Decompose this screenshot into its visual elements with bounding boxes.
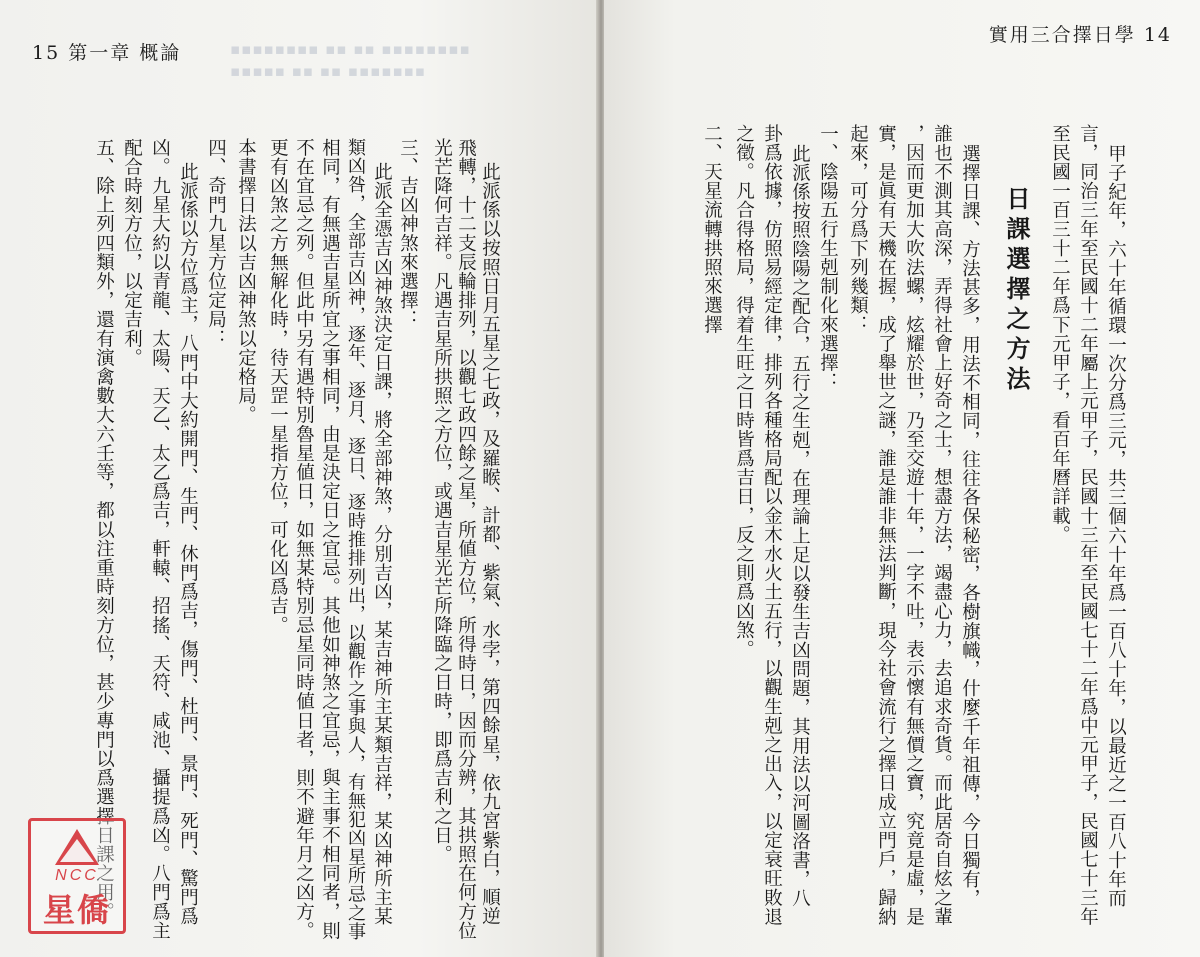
- text-column: 言，同治三年至民國十二年屬上元甲子，民國十三年至民國七十二年爲中元甲子，民國七十三年: [1077, 124, 1099, 927]
- right-page-header: 實用三合擇日學 14: [988, 24, 1172, 46]
- stamp-name: 星僑: [42, 891, 111, 929]
- left-page-header: 15 第一章 概論: [32, 42, 182, 64]
- text-column: 甲子紀年，六十年循環一次分爲三元，共三個六十年爲一百八十年，以最近之一百八十年而: [1105, 144, 1127, 908]
- text-column: 凶。九星大約以青龍、太陽、天乙、太乙爲吉，軒轅、招搖、天符、咸池、攝提爲凶。八門爲主: [149, 138, 171, 941]
- show-through-text: ▪▪▪▪▪ ▪▪ ▪▪ ▪▪▪▪▪▪▪: [230, 62, 426, 80]
- ncc-watermark-stamp: [28, 818, 126, 934]
- text-column: 選擇日課、方法甚多，用法不相同，往往各保秘密，各樹旗幟，什麼千年祖傳，今日獨有，: [959, 144, 981, 908]
- section-heading: 三、吉凶神煞來選擇：: [397, 138, 419, 329]
- text-column: 此派係以按照日月五星之七政，及羅睺、計都、紫氣、水孛，第四餘星，依九宮紫白，順逆: [479, 162, 501, 926]
- text-column: 不在宜忌之列。但此中另有遇特別魯星値日，如無某特別忌星同時値日者，則不避年月之凶方。: [293, 138, 315, 941]
- text-column: 更有凶煞之方無解化時，待天罡一星指方位，可化凶爲吉。: [267, 138, 289, 635]
- text-column: 此派全憑吉凶神煞決定日課，將全部神煞，分別吉凶，某吉神所主某類吉祥，某凶神所主某: [371, 162, 393, 926]
- text-column: 本書擇日法以吉凶神煞以定格局。: [235, 138, 257, 425]
- text-column: 此派係以方位爲主，八門中大約開門、生門、休門爲吉，傷門、杜門、景門、死門、驚門爲: [177, 162, 199, 926]
- text-column: 起來，可分爲下列幾類：: [847, 124, 869, 335]
- triangle-inner: [60, 839, 94, 862]
- section-heading: 一、陰陽五行生剋制化來選擇：: [817, 124, 839, 392]
- text-column: 至民國一百三十二年爲下元甲子，看百年曆詳載。: [1049, 124, 1071, 545]
- section-heading: 四、奇門九星方位定局：: [205, 138, 227, 349]
- text-column: 卦爲依據，仿照易經定律，排列各種格局配以金木水火土五行，以觀生剋之出入，以定衰旺敗退: [761, 124, 783, 927]
- text-column: 配合時刻方位，以定吉利。: [121, 138, 143, 368]
- section-heading: 二、天星流轉拱照來選擇: [701, 124, 723, 335]
- text-column: 實，是眞有天機在握，成了舉世之謎，誰是誰非無法判斷，現今社會流行之擇日成立門戶，歸納: [875, 124, 897, 927]
- section-heading: 五、除上列四類外，還有演禽數大六壬等，都以注重時刻方位，甚少專門以爲選擇日課之用。: [93, 138, 115, 922]
- section-title: 日課選擇之方法: [1002, 186, 1031, 396]
- text-column: 類凶咎，全部吉凶神，逐年、逐月、逐日、逐時推排列出，以觀作之事與人，有無犯凶星所忌之事: [345, 138, 367, 941]
- text-column: 相同，有無遇吉星所宜之事相同，由是決定日之宜忌。其他如神煞之宜忌，與主事不相同者，則: [319, 138, 341, 941]
- text-column: 此派係按照陰陽之配合，五行之生剋，在理論上足以發生吉凶問題，其用法以河圖洛書，八: [789, 144, 811, 908]
- stamp-letters: NCC: [55, 867, 99, 884]
- text-column: ，因而更加大吹法螺，炫耀於世，乃至交遊十年，一字不吐，表示懷有無價之寶，究竟是虛，是: [903, 124, 925, 927]
- show-through-text: ▪▪▪▪▪▪▪▪ ▪▪ ▪▪ ▪▪▪▪▪▪▪▪: [230, 40, 471, 58]
- text-column: 光芒降何吉祥。凡遇吉星所拱照之方位，或遇吉星光芒所降臨之日時，即爲吉利之日。: [431, 138, 453, 864]
- text-column: 誰也不測其高深，弄得社會上好奇之士，想盡方法，竭盡心力，去追求奇貨。而此居奇自炫之輩: [931, 124, 953, 927]
- text-column: 飛轉，十二支辰輪排列，以觀七政四餘之星，所値方位，所得時日，因而分辨，其拱照在何方位: [455, 138, 477, 941]
- text-column: 之徵。凡合得格局，得着生旺之日時皆爲吉日，反之則爲凶煞。: [733, 124, 755, 659]
